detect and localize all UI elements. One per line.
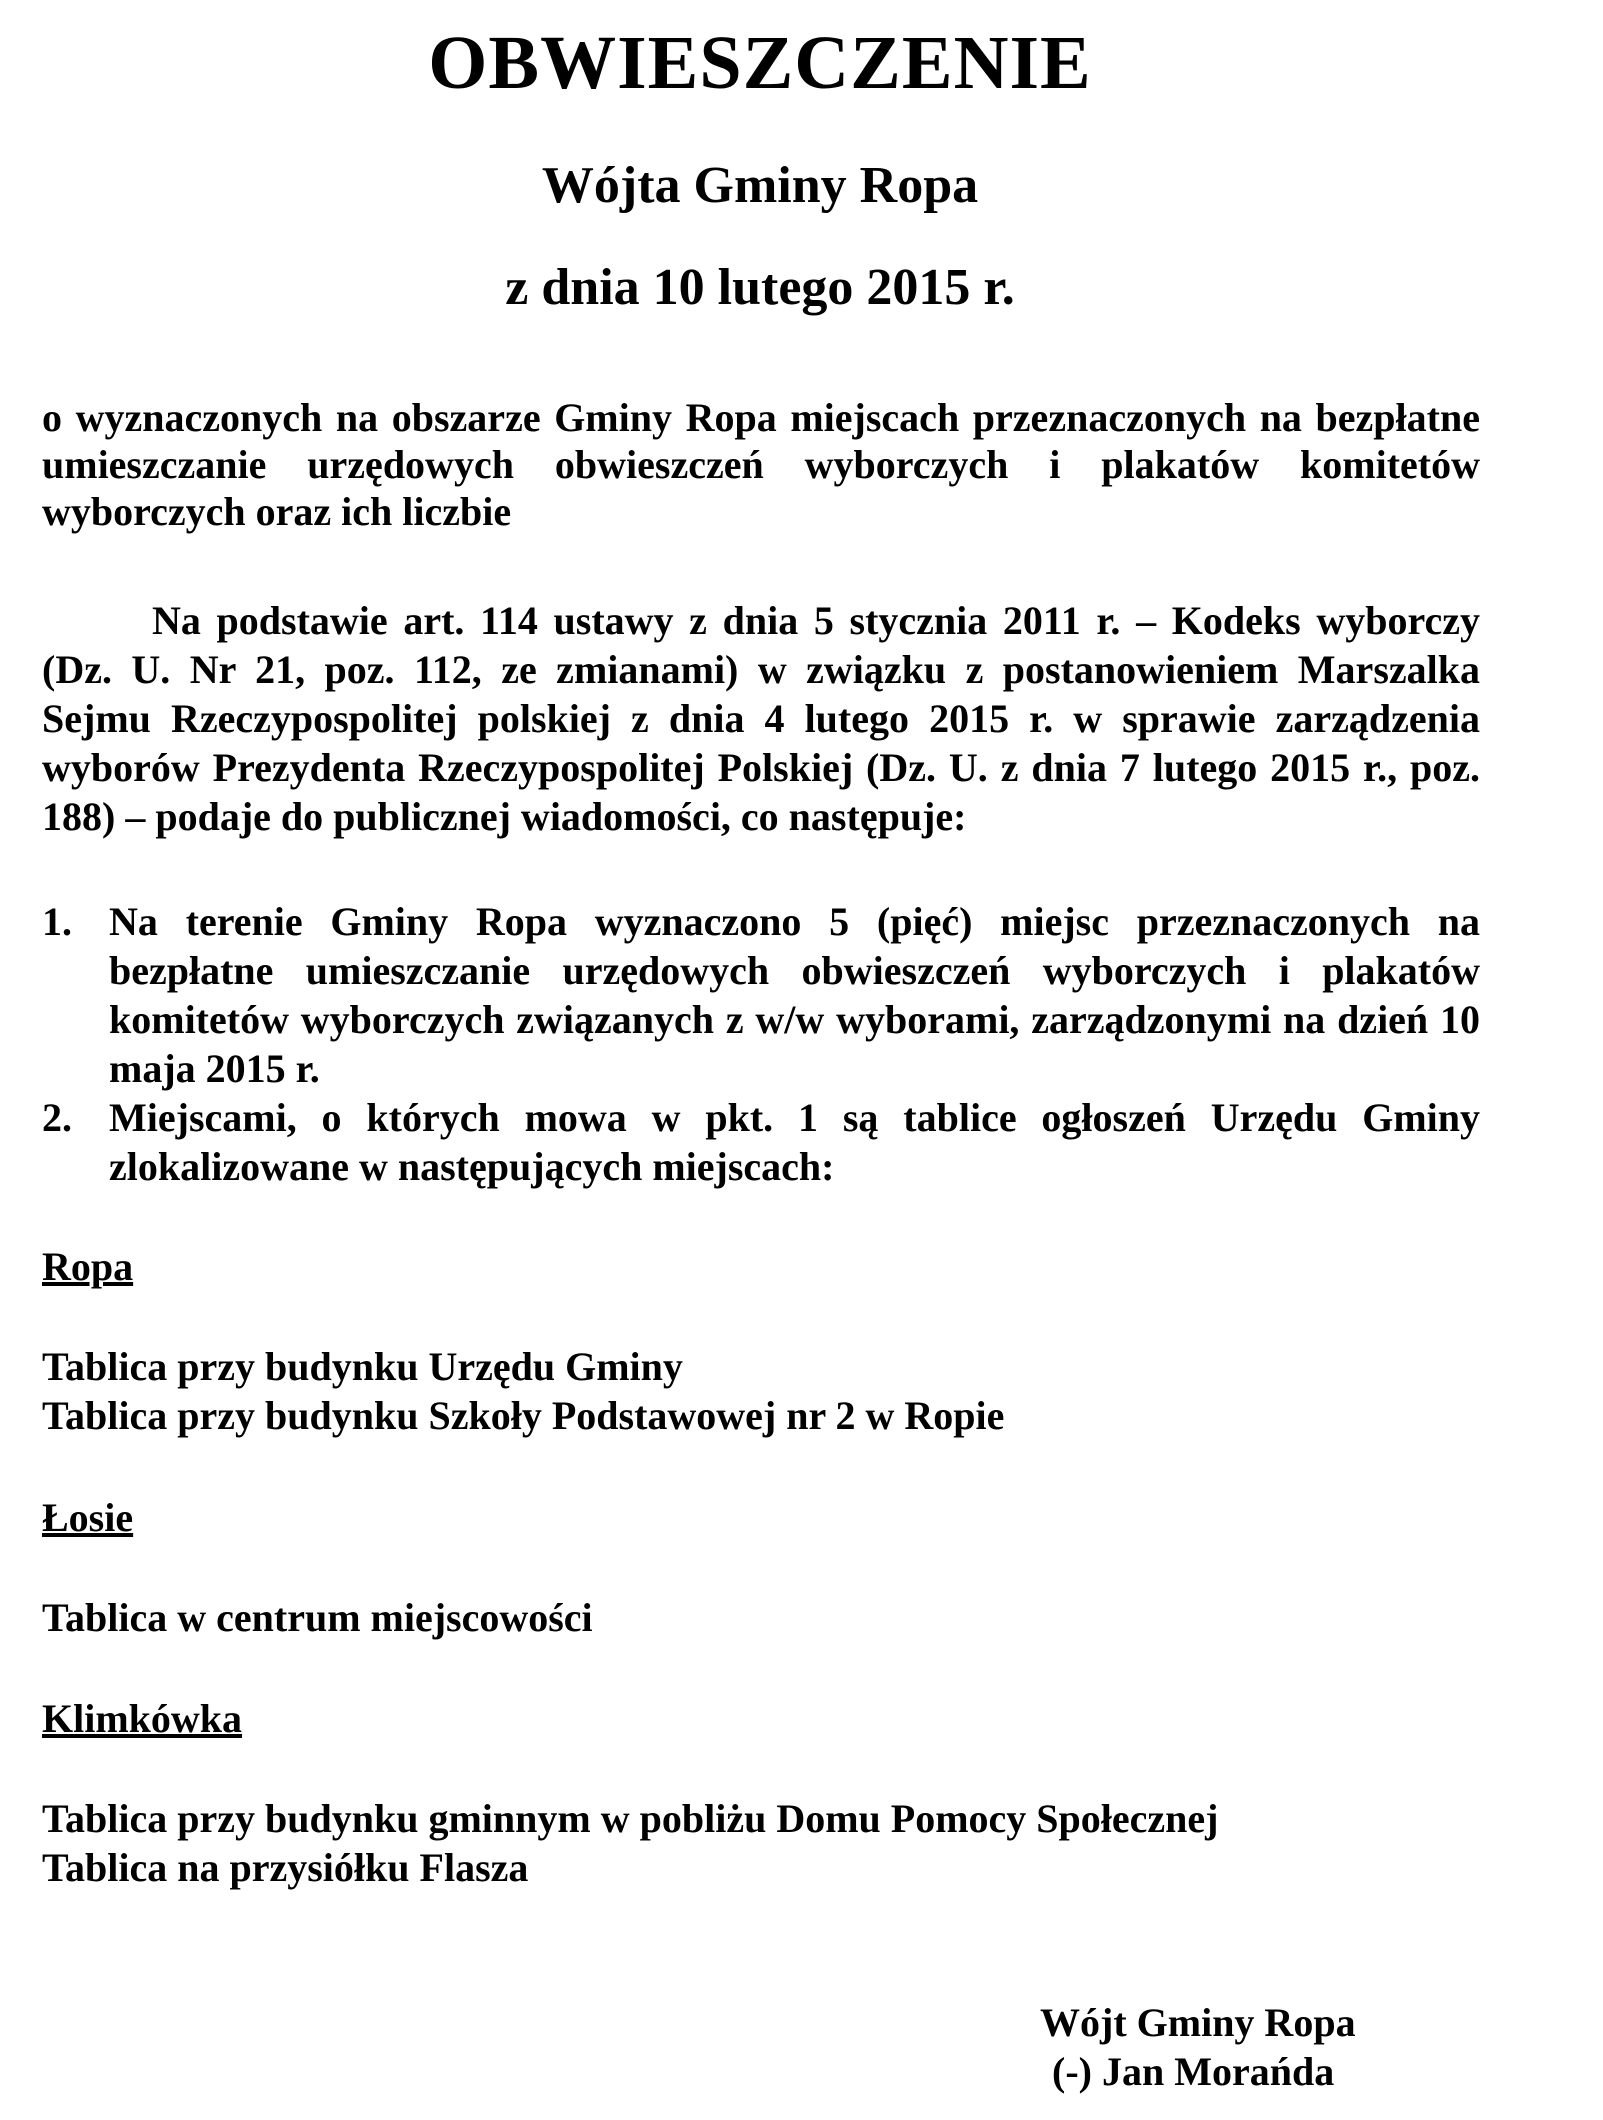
location-ropa: [42, 1242, 1480, 1440]
document-title: OBWIESZCZENIE: [428, 21, 1092, 105]
board-line: Tablica przy budynku Urzędu Gminy: [42, 1344, 683, 1389]
document-issuer: Wójta Gminy Ropa: [541, 157, 979, 214]
document-date: z dnia 10 lutego 2015 r.: [505, 259, 1015, 316]
location-heading: Klimkówka: [42, 1696, 243, 1741]
point-number: 1.: [42, 899, 72, 944]
point-text: Na terenie Gminy Ropa wyznaczono 5 (pięć) miejsc przeznaczonych na bezpłatne umieszczanie urzędowych obwieszczeń wyborczych i plakatów komitetów wyborczych związanych z w/w wyborami, zarządzonymi na dzień 10 maja 2015 r.: [109, 899, 1480, 1091]
legal-basis-paragraph: Na podstawie art. 114 ustawy z dnia 5 stycznia 2011 r. – Kodeks wyborczy (Dz. U. Nr 21, poz. 112, ze zmianami) w związku z postanowieniem Marszalka Sejmu Rzeczypospolitej polskiej z dnia 4 lutego 2015 r. w sprawie zarządzenia wyborów Prezydenta Rzeczypospolitej Polskiej (Dz. U. z dnia 7 lutego 2015 r., poz. 188) – podaje do publicznej wiadomości, co następuje:: [42, 598, 1480, 839]
point-number: 2.: [42, 1095, 72, 1140]
point-item-1: [42, 897, 1480, 1093]
board-line: Tablica przy budynku gminnym w pobliżu Domu Pomocy Społecznej: [42, 1796, 1219, 1841]
location-heading: Ropa: [42, 1244, 134, 1289]
location-heading: Łosie: [42, 1495, 134, 1540]
points-list: [42, 897, 1480, 1191]
location-losie: [42, 1493, 1480, 1642]
document-subject: o wyznaczonych na obszarze Gminy Ropa miejscach przeznaczonych na bezpłatne umieszczanie urzędowych obwieszczeń wyborczych i plakatów komitetów wyborczych oraz ich liczbie: [42, 395, 1480, 534]
board-line: Tablica na przysiółku Flasza: [42, 1845, 529, 1890]
point-item-2: [42, 1093, 1480, 1191]
signature-position: Wójt Gminy Ropa: [1040, 2000, 1356, 2045]
point-text: Miejscami, o których mowa w pkt. 1 są tablice ogłoszeń Urzędu Gminy zlokalizowane w następujących miejscach:: [109, 1095, 1480, 1189]
signature-name: (-) Jan Morańda: [1052, 2049, 1335, 2094]
signature-block: [1040, 1998, 1356, 2096]
location-klimkowka: [42, 1694, 1480, 1892]
board-line: Tablica przy budynku Szkoły Podstawowej nr 2 w Ropie: [42, 1393, 1005, 1438]
board-line: Tablica w centrum miejscowości: [42, 1595, 593, 1640]
